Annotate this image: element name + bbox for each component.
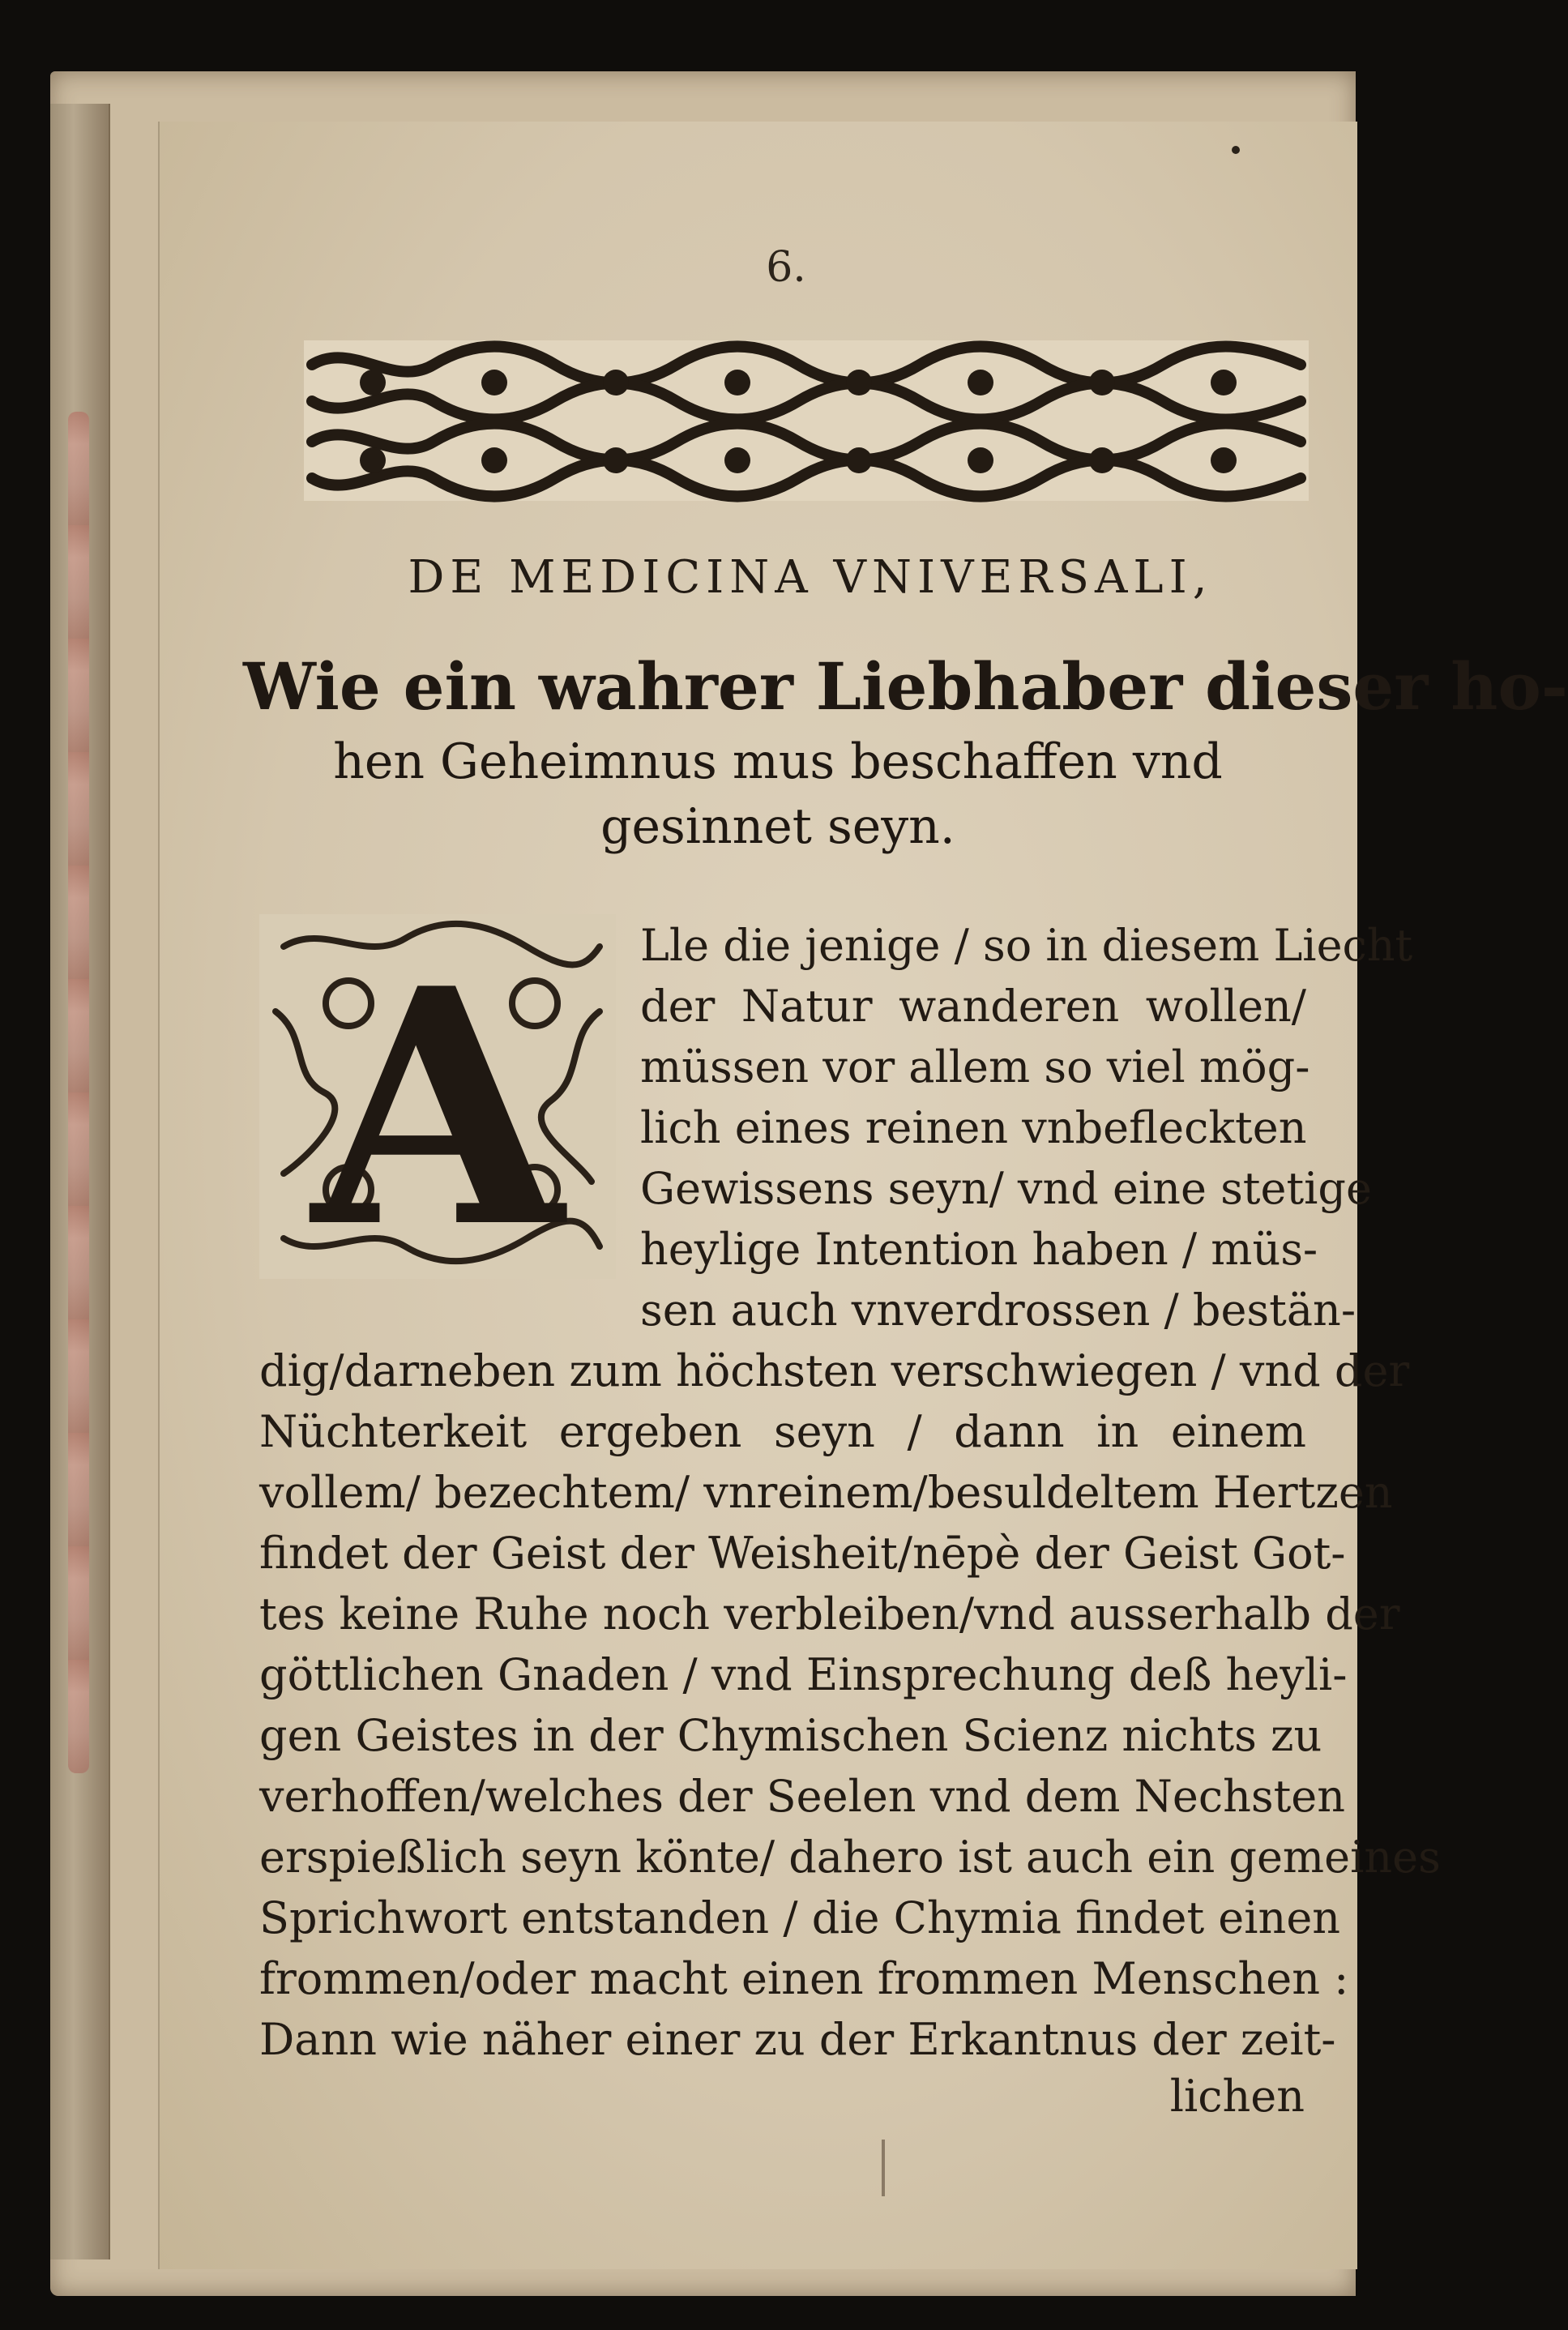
text-line: heylige Intention haben / müs-: [640, 1224, 1318, 1275]
text-line: lich eines reinen vnbefleckten: [640, 1102, 1307, 1153]
text-line: Lle die jenige / so in diesem Liecht: [640, 920, 1413, 971]
decorative-border-ornament: [304, 340, 1309, 501]
chapter-title-line-1: Wie ein wahrer Liebhaber dieser ho-: [243, 648, 1568, 725]
latin-heading: DE MEDICINA VNIVERSALI,: [408, 551, 1213, 604]
text-line: vollem/ bezechtem/ vnreinem/besuldeltem Hertzen: [259, 1467, 1393, 1518]
text-line: Gewissens seyn/ vnd eine stetige: [640, 1163, 1372, 1214]
decorated-initial-letter: [259, 914, 616, 1299]
catchword: lichen: [1169, 2071, 1305, 2122]
marbled-edge: [68, 412, 89, 1773]
text-line: müssen vor allem so viel mög-: [640, 1041, 1310, 1092]
text-line: dig/darneben zum höchsten verschwiegen / vnd der: [259, 1345, 1410, 1396]
text-line: verhoffen/welches der Seelen vnd dem Nechsten: [259, 1771, 1346, 1822]
ink-mark: [882, 2140, 885, 2196]
ink-speck: [1232, 146, 1240, 154]
text-line: Dann wie näher einer zu der Erkantnus der zeit-: [259, 2014, 1336, 2065]
text-line: gen Geistes in der Chymischen Scienz nichts zu: [259, 1710, 1322, 1761]
chapter-title-line-2: hen Geheimnus mus beschaffen vnd: [333, 733, 1223, 790]
chapter-title-line-3: gesinnet seyn.: [600, 798, 955, 855]
page-number: 6.: [766, 243, 806, 292]
text-line: Sprichwort entstanden / die Chymia findet einen: [259, 1892, 1341, 1943]
text-line: frommen/oder macht einen frommen Menschen :: [259, 1953, 1349, 2004]
text-line: erspießlich seyn könte/ dahero ist auch ein gemeines: [259, 1832, 1441, 1883]
text-line: findet der Geist der Weisheit/nēpè der Geist Got-: [259, 1528, 1346, 1579]
text-line: sen auch vnverdrossen / bestän-: [640, 1285, 1357, 1336]
text-line: göttlichen Gnaden / vnd Einsprechung deß heyli-: [259, 1649, 1348, 1700]
initial-letter-glyph: A: [311, 918, 564, 1299]
text-line: Nüchterkeit ergeben seyn / dann in einem: [259, 1406, 1306, 1457]
text-line: der Natur wanderen wollen/: [640, 981, 1306, 1032]
text-line: tes keine Ruhe noch verbleiben/vnd ausserhalb der: [259, 1588, 1400, 1640]
